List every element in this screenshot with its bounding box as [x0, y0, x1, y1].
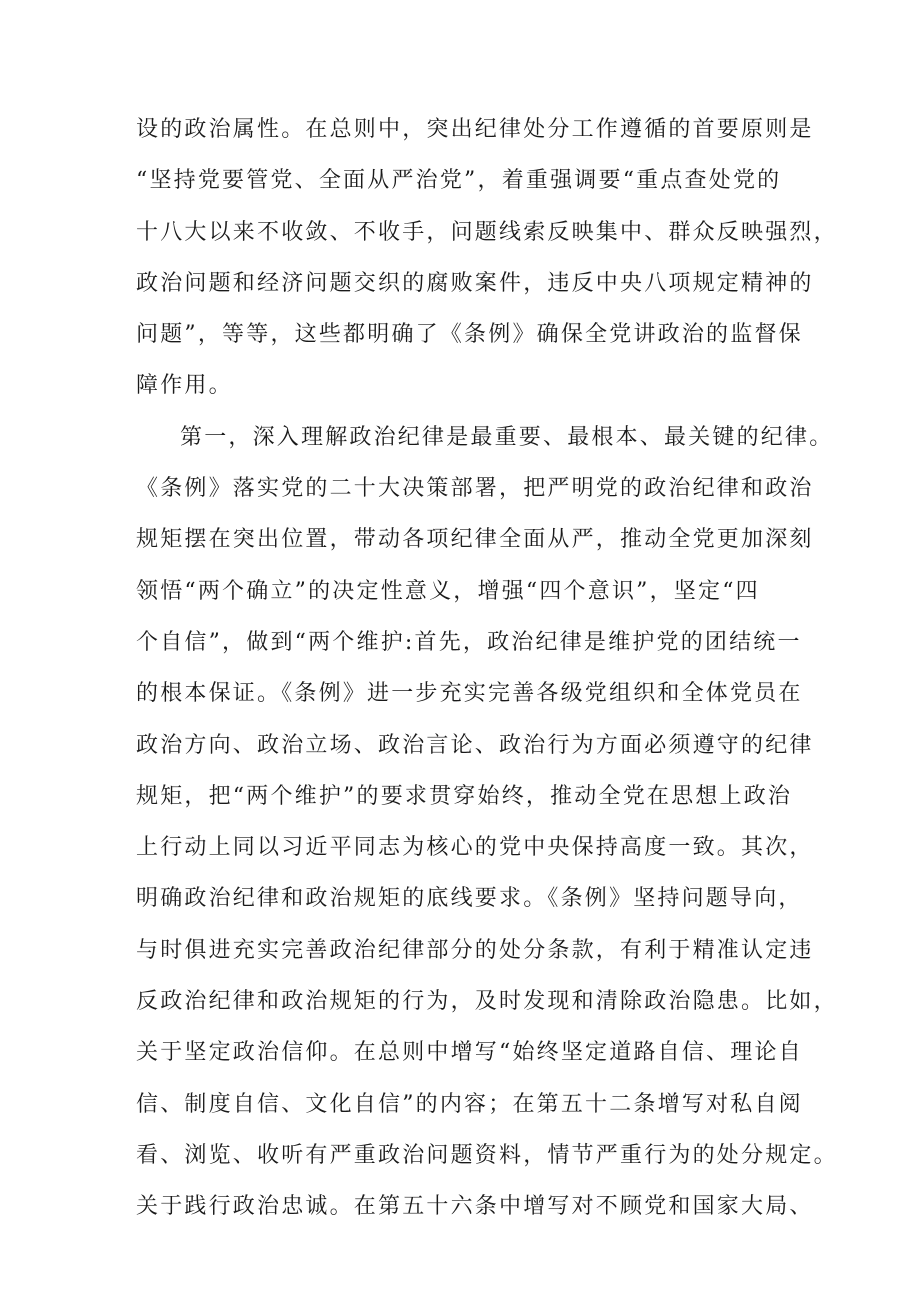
text-line: 问题”，等等，这些都明确了《条例》确保全党讲政治的监督保 [136, 322, 803, 348]
body-text [136, 104, 838, 1233]
text-line: 设的政治属性。在总则中，突出纪律处分工作遵循的首要原则是 [136, 117, 814, 142]
text-line: 关于践行政治忠诚。在第五十六条中增写对不顾党和国家大局、 [136, 1194, 814, 1220]
text-line: 关于坚定政治信仰。在总则中增写“始终坚定道路自信、理论自 [136, 1040, 803, 1066]
text-line: 反政治纪律和政治规矩的行为，及时发现和清除政治隐患。比如， [136, 989, 838, 1015]
text-line: 《条例》落实党的二十大决策部署，把严明党的政治纪律和政治 [136, 476, 814, 502]
text-line: 政治方向、政治立场、政治言论、政治行为方面必须遵守的纪律 [136, 732, 814, 758]
text-line: 与时俱进充实完善政治纪律部分的处分条款，有利于精准认定违 [136, 937, 814, 963]
text-line: 障作用。 [136, 373, 233, 399]
text-line: 政治问题和经济问题交织的腐败案件，违反中央八项规定精神的 [136, 270, 814, 296]
text-line: 十八大以来不收敛、不收手，问题线索反映集中、群众反映强烈， [136, 219, 838, 245]
text-line: 的根本保证。《条例》进一步充实完善各级党组织和全体党员在 [136, 681, 803, 707]
text-line: 信、制度自信、文化自信”的内容；在第五十二条增写对私自阅 [136, 1091, 803, 1117]
text-line: 规矩，把“两个维护”的要求贯穿始终，推动全党在思想上政治 [136, 783, 793, 809]
text-line: 规矩摆在突出位置，带动各项纪律全面从严，推动全党更加深刻 [136, 527, 814, 553]
text-line: 上行动上同以习近平同志为核心的党中央保持高度一致。其次， [136, 835, 814, 861]
text-line: 明确政治纪律和政治规矩的底线要求。《条例》坚持问题导向， [136, 886, 803, 912]
text-line: 领悟“两个确立”的决定性意义，增强“四个意识”，坚定“四 [136, 578, 760, 604]
text-line: “坚持党要管党、全面从严治党”，着重强调要“重点查处党的 [136, 168, 782, 194]
text-line: 第一，深入理解政治纪律是最重要、最根本、最关键的纪律。 [180, 424, 834, 450]
text-line: 个自信”，做到“两个维护:首先，政治纪律是维护党的团结统一 [136, 629, 802, 655]
text-line: 看、浏览、收听有严重政治问题资料，情节严重行为的处分规定。 [136, 1142, 838, 1168]
